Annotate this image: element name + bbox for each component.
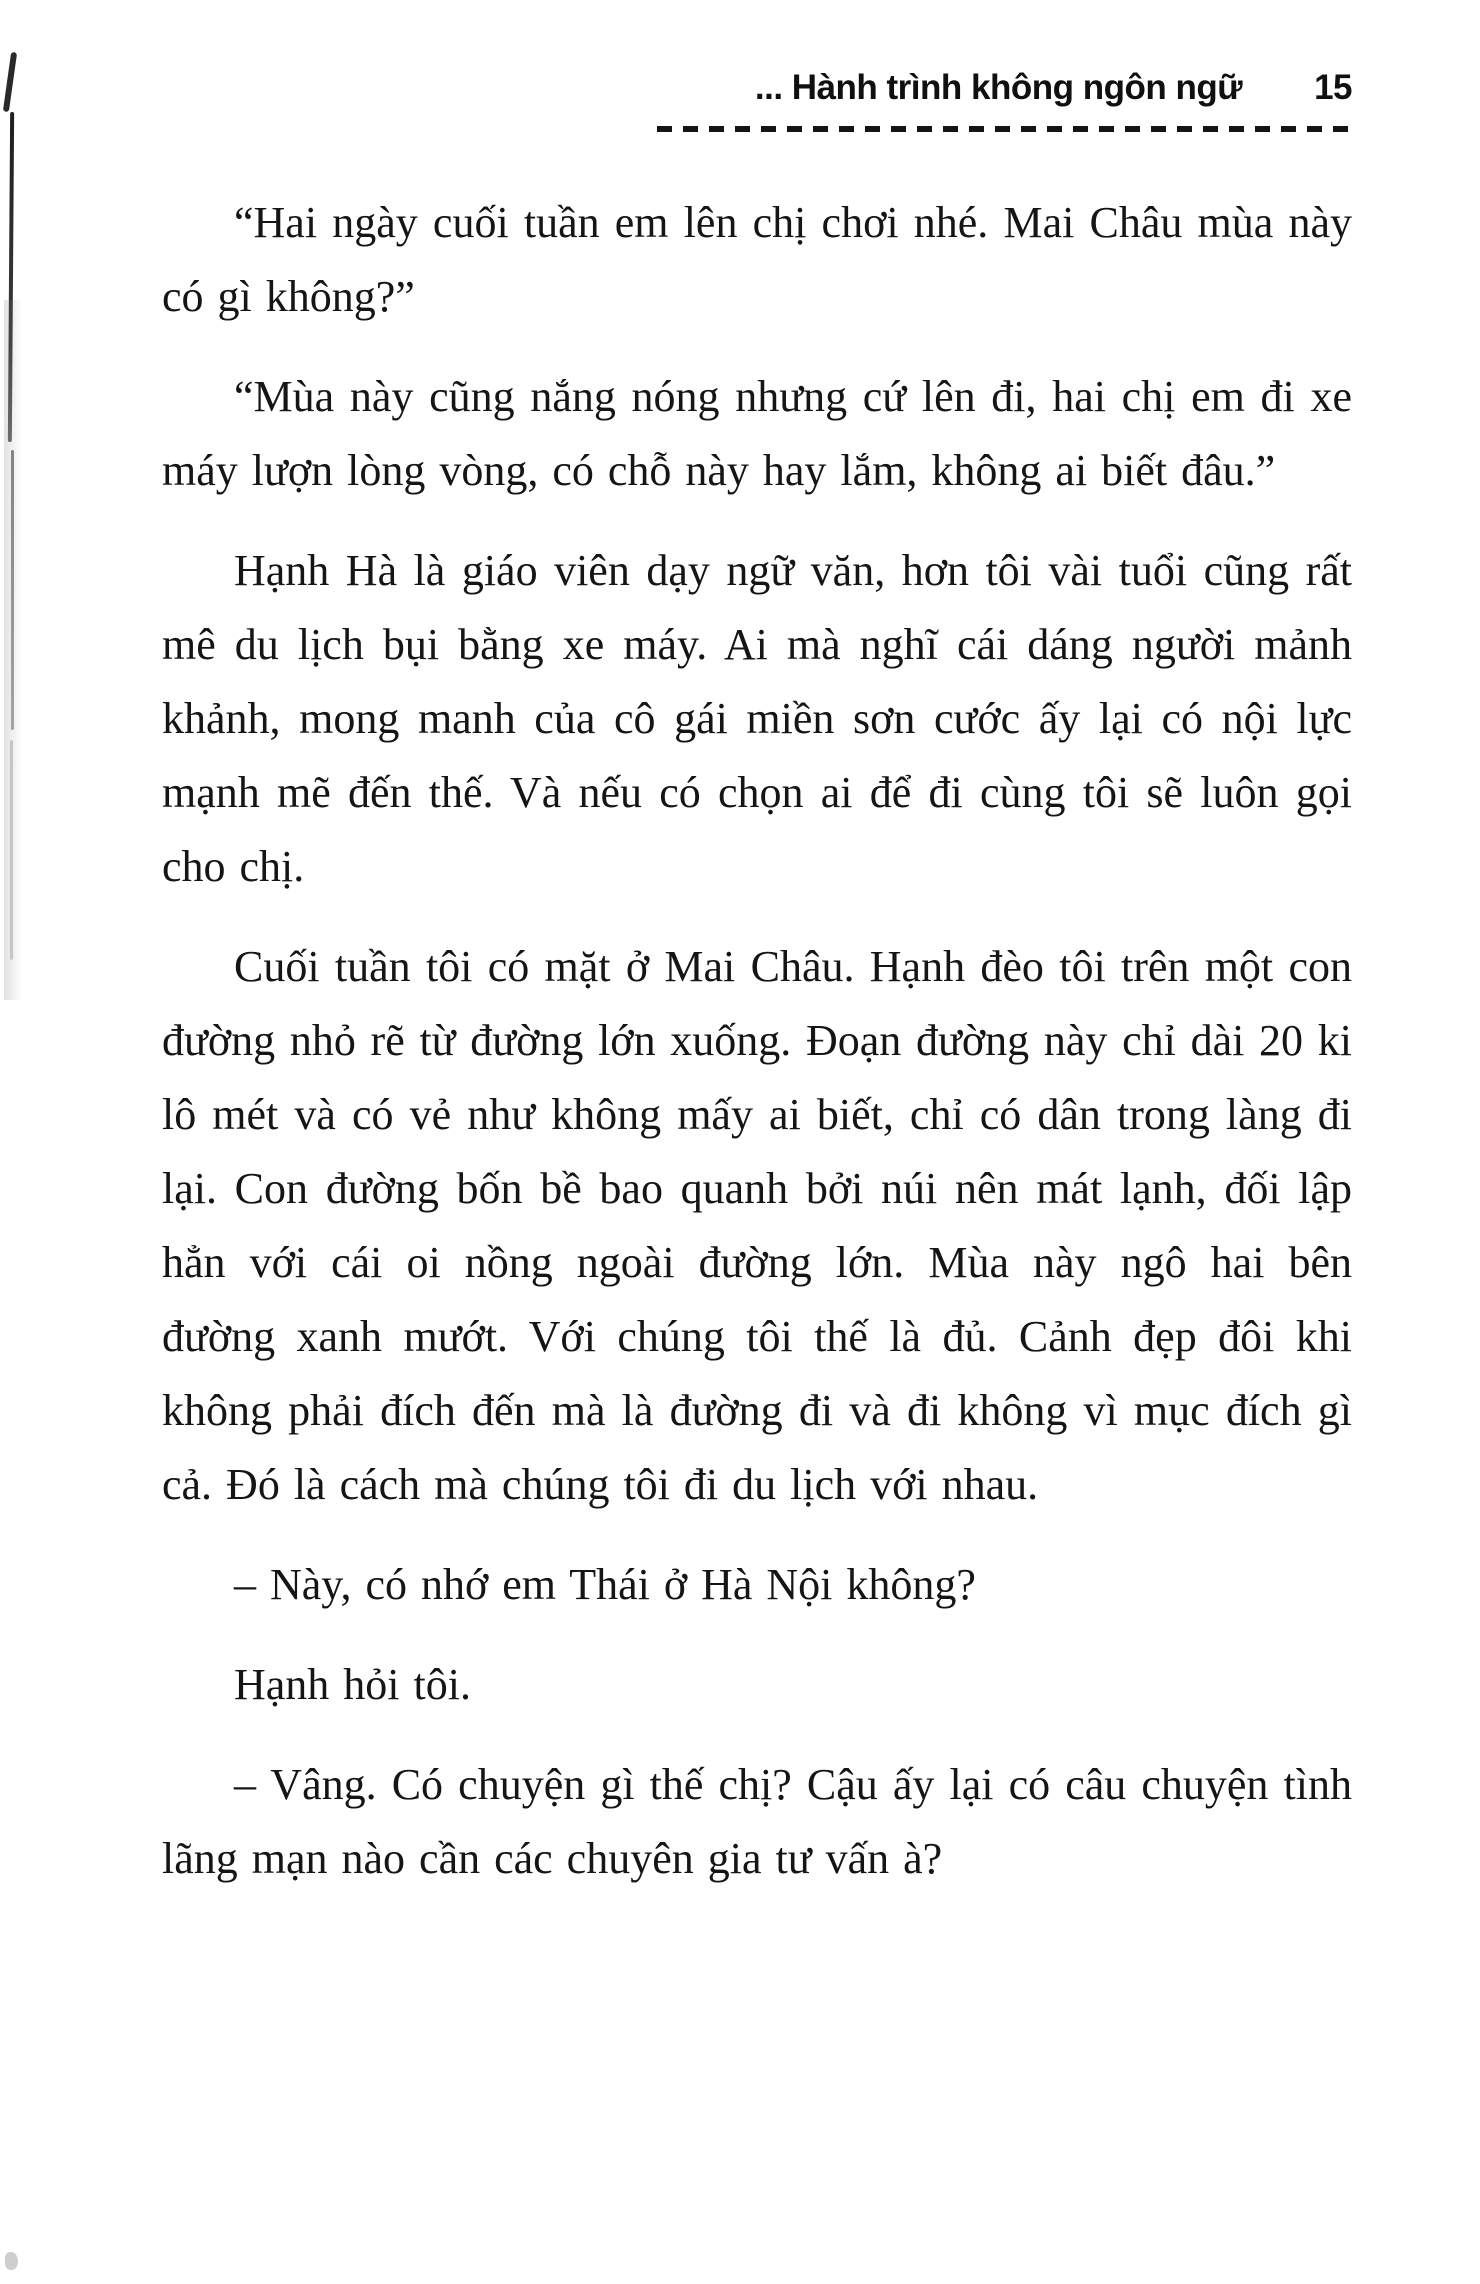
scan-artifact	[5, 2252, 18, 2270]
running-title: ... Hành trình không ngôn ngữ	[754, 68, 1243, 107]
paragraph: – Này, có nhớ em Thái ở Hà Nội không?	[234, 1560, 976, 1609]
paragraph: “Hai ngày cuối tuần em lên chị chơi nhé. Mai Châu mùa này có gì không?”	[162, 198, 1352, 321]
paragraph: “Mùa này cũng nắng nóng nhưng cứ lên đi, hai chị em đi xe máy lượn lòng vòng, có chỗ này hay lắm, không ai biết đâu.”	[162, 372, 1352, 495]
scan-artifact	[4, 300, 22, 1000]
scan-artifact	[10, 740, 13, 960]
page-number: 15	[1314, 68, 1352, 107]
scan-artifact	[8, 112, 14, 442]
paragraph: – Vâng. Có chuyện gì thế chị? Cậu ấy lại có câu chuyện tình lãng mạn nào cần các chuyên gia tư vấn à?	[162, 1760, 1352, 1883]
paragraph: Hạnh Hà là giáo viên dạy ngữ văn, hơn tôi vài tuổi cũng rất mê du lịch bụi bằng xe máy. Ai mà nghĩ cái dáng người mảnh khảnh, mong manh của cô gái miền sơn cước ấy lại có nội lực mạnh mẽ đến thế. Và nếu có chọn ai để đi cùng tôi sẽ luôn gọi cho chị.	[162, 546, 1352, 891]
running-header	[0, 62, 1352, 114]
paragraph: Cuối tuần tôi có mặt ở Mai Châu. Hạnh đèo tôi trên một con đường nhỏ rẽ từ đường lớn xuống. Đoạn đường này chỉ dài 20 ki lô mét và có vẻ như không mấy ai biết, chỉ có dân trong làng đi lại. Con đường bốn bề bao quanh bởi núi nên mát lạnh, đối lập hẳn với cái oi nồng ngoài đường lớn. Mùa này ngô hai bên đường xanh mướt. Với chúng tôi thế là đủ. Cảnh đẹp đôi khi không phải đích đến mà là đường đi và đi không vì mục đích gì cả. Đó là cách mà chúng tôi đi du lịch với nhau.	[162, 942, 1352, 1509]
header-dashed-rule	[657, 126, 1352, 132]
body-text	[162, 186, 1352, 1896]
scan-artifact	[11, 450, 14, 730]
paragraph: Hạnh hỏi tôi.	[234, 1660, 471, 1709]
